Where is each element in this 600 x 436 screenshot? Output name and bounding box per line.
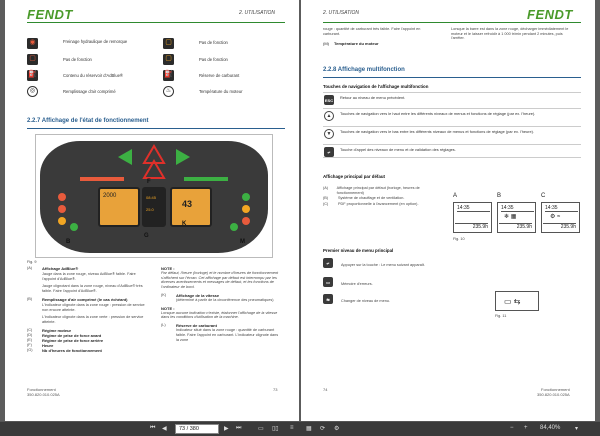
change-level-icon: ⇆: [323, 294, 333, 304]
blank-icon: ▢: [163, 54, 174, 65]
right-indicator-1-icon: [242, 193, 250, 201]
legend-item: (D) Régime de prise de force avant: [27, 332, 102, 338]
adblue-icon: ⛽: [27, 70, 38, 81]
menu-text: Mémoire d'erreurs.: [341, 282, 373, 286]
heading-rule: [27, 128, 285, 129]
prev-page-icon[interactable]: ◀: [162, 426, 167, 432]
right-turn-arrow-icon: [176, 149, 190, 165]
symbol-label: Pas de fonction: [199, 57, 228, 62]
heading-rule: [323, 77, 581, 78]
page-74: [301, 0, 595, 421]
symbol-label: Contenu du réservoir d'AdBlue®: [63, 73, 123, 78]
fendt-logo: FENDT: [27, 7, 73, 22]
right-screen: [170, 187, 212, 227]
error-memory-icon: ▭: [323, 277, 333, 287]
menu-screen-icons: ▭ ⇆: [504, 297, 521, 306]
page-footer: Fonctionnement 350.820.010.025A: [27, 387, 60, 398]
legend-item: (E) Régime de prise de force arrière: [27, 337, 104, 343]
page-number: 74: [323, 387, 328, 392]
page-73: [5, 0, 299, 421]
right-indicator-3-icon: [242, 217, 250, 225]
figure-caption: Fig. 11: [495, 314, 507, 318]
left-indicator-2-icon: [58, 205, 66, 213]
continued-text: rouge : quantité de carburant très faible. Faire l'appoint en carburant.: [323, 27, 421, 36]
air-pressure-icon: ◎: [27, 86, 38, 97]
callout-k: K: [182, 221, 187, 227]
two-page-icon[interactable]: ▯▯: [272, 426, 279, 432]
callout-f: F: [147, 179, 151, 185]
enter-icon: ↵: [324, 147, 334, 157]
fuel-icon: ⛽: [163, 70, 174, 81]
symbol-label: Pas de fonction: [199, 40, 228, 45]
blank-icon: ▢: [27, 54, 38, 65]
left-indicator-4-icon: [70, 223, 78, 231]
right-gauge-bar: [184, 177, 228, 181]
rotate-icon[interactable]: ⟳: [320, 426, 326, 432]
screen-c-title: C: [541, 193, 546, 199]
left-screen: [98, 187, 140, 227]
nav-row-enter: ↵ Touche d'appel des niveaux de menu et de validation des réglages.: [323, 144, 581, 158]
speed-value: 43: [182, 199, 193, 209]
page-number: 73: [273, 387, 278, 392]
figure-caption: Fig. 10: [453, 237, 465, 241]
legend-item: (C) Régime moteur: [27, 327, 72, 333]
scroll-icon[interactable]: ≡: [290, 425, 294, 431]
default-heading: Affichage principal par défaut: [323, 174, 385, 179]
left-indicator-3-icon: [58, 217, 66, 225]
legend-right: NOTE : Par défaut, l'heure (horloge) et le nombre d'heures de fonctionnement s'affichent sur l'écran. Cet affichage par défaut est interrompu par les diverses avertissements et messages de défaut, et les fonctions de l'ordinateur de bord. (K) Affichage de la vitesse (déterminé à partir de la circonférence des pneumatiques) NOTE : Lorsque aucune indication n'existe, étalonner l'affichage de la vitesse dans les conditions d'utilisation de la machine. (L) Réserve de carburant Indicateur situé dans la zone rouge : quantité de carburant faible. Faire l'appoint en carburant. L'indicateur clignote dans la zone: [161, 266, 281, 342]
zoom-out-icon[interactable]: −: [510, 425, 514, 431]
fendt-logo: FENDT: [527, 7, 573, 22]
screen-a: 14:35 235.9h: [453, 202, 492, 233]
header-rule: [323, 22, 581, 23]
screen-a-title: A: [453, 193, 458, 199]
legend-item: (A) Affichage AdBlue®: [27, 266, 79, 271]
time-value: 08:45: [146, 195, 157, 200]
pto-icon: ⚙ ≈: [550, 214, 561, 220]
fan-icon: ❄ ▦: [504, 214, 517, 220]
legend-item: (B) Remplissage d'air comprimé (le cas échéant): [27, 296, 128, 302]
esc-icon: ESC: [324, 95, 334, 105]
left-turn-arrow-icon: [118, 149, 132, 165]
temp-value: 25.0: [146, 207, 154, 212]
zoom-dropdown-icon[interactable]: ▾: [575, 426, 579, 432]
list-item: (C) PDF proportionnelle à l'avancement (en option).: [323, 202, 419, 207]
zoom-in-icon[interactable]: +: [524, 425, 528, 431]
dashboard-figure: [35, 134, 273, 258]
down-arrow-icon: ▼: [324, 129, 334, 139]
nav-row-up: ▲ Touches de navigation vers le haut entre les différents niveaux de menus et fonctions de réglage (par ex. l'heure).: [323, 108, 581, 122]
last-page-icon[interactable]: ⏭: [236, 425, 242, 431]
symbol-label: Réserve de carburant: [199, 73, 240, 78]
first-page-icon[interactable]: ⏮: [150, 425, 156, 431]
figure-caption: Fig. 9: [27, 260, 37, 264]
rpm-value: 2000: [103, 193, 117, 199]
default-list: [323, 186, 433, 207]
screen-b: 14:35 ❄ ▦ 235.9h: [497, 202, 536, 233]
left-gauge-bar: [80, 177, 124, 181]
menu-screen: [495, 291, 539, 311]
left-indicator-1-icon: [58, 193, 66, 201]
legend-left: (A) Affichage AdBlue® Jauge dans la zone rouge, niveau AdBlue® faible. Faire l'appoint d'AdBlue®. Jauge clignotant dans la zone rouge, niveau d'AdBlue® très faible. Faire l'appoint d'AdBlue®. (B) Remplissage d'air comprimé (le cas échéant) L'indicateur clignote dans la zone rouge : pression de service non encore atteinte. L'indicateur clignote dans la zone verte : pression de service atteinte. (C) Régime moteur (D) Régime de prise de force avant (E) Régime de prise de force arrière (F) Heure (G) Nb d'heures de fonctionnement: [27, 266, 147, 353]
nav-row-esc: ESC Retour au niveau de menu précédent.: [323, 92, 581, 106]
symbol-label: Remplissage d'air comprimé: [63, 89, 116, 94]
list-item: (A) Affichage principal par défaut (horloge, heures de fonctionnement): [323, 186, 420, 195]
section-label: 2. UTILISATION: [323, 10, 360, 16]
grid-icon[interactable]: ▦: [306, 426, 312, 432]
symbol-label: Pas de fonction: [63, 57, 92, 62]
blank-icon: ▢: [163, 38, 174, 49]
fit-page-icon[interactable]: ▭: [258, 426, 264, 432]
zoom-level[interactable]: 84,40%: [540, 425, 561, 431]
callout-b: B: [66, 239, 71, 245]
symbol-label: Freinage hydraulique de remorque: [63, 39, 128, 44]
nav-row-down: ▼ Touches de navigation vers le bas entre les différents niveaux de menus et fonctions de réglage (par ex. l'heure).: [323, 126, 581, 140]
trailer-brake-icon: ◉: [27, 38, 38, 49]
enter-icon: ↵: [323, 258, 333, 268]
header-rule: [27, 22, 285, 23]
up-arrow-icon: ▲: [324, 111, 334, 121]
dashboard-panel: [40, 141, 268, 253]
nav-heading: Touches de navigation de l'affichage multifonction: [323, 84, 429, 89]
legend-item: (L) Réserve de carburant: [161, 323, 217, 329]
legend-item: (G) Nb d'heures de fonctionnement: [27, 347, 102, 353]
section-heading: 2.2.7 Affichage de l'état de fonctionnement: [27, 118, 149, 124]
menu-text: Changer de niveau de menu.: [341, 299, 390, 303]
legend-item: (K) Affichage de la vitesse: [161, 292, 220, 298]
page-number-input[interactable]: 73 / 380: [175, 424, 219, 434]
screen-b-title: B: [497, 193, 502, 199]
symbol-label: Température du moteur: [199, 89, 243, 94]
callout-m: M: [240, 239, 245, 245]
legend-item: (M) Température du moteur: [323, 41, 379, 46]
right-indicator-4-icon: [230, 223, 238, 231]
menu-text: Appuyer sur la touche : Le menu suivant apparaît.: [341, 263, 426, 267]
settings-icon[interactable]: ⚙: [334, 426, 340, 432]
screen-c: 14:35 ⚙ ≈ 235.9h: [541, 202, 580, 233]
engine-temp-icon: ♨: [163, 86, 174, 97]
list-item: (B) Système de chauffage et de ventilation.: [323, 196, 405, 201]
engine-temp-note: Lorsque la barre est dans la zone rouge, décharger immédiatement le moteur et le laisser refroidir à 1 000 tr/min pendant 2 minutes, puis l'arrêter.: [451, 27, 569, 41]
legend-item: (F) Heure: [27, 342, 54, 348]
page-footer: Fonctionnement 350.820.010.025A: [537, 387, 570, 398]
section-label: 2. UTILISATION: [239, 10, 276, 16]
callout-g: G: [144, 233, 149, 239]
right-indicator-2-icon: [242, 205, 250, 213]
center-screen: [142, 187, 166, 227]
viewer-toolbar: [0, 421, 600, 436]
section-heading: 2.2.8 Affichage multifonction: [323, 67, 405, 73]
menu-heading: Premier niveau de menu principal: [323, 248, 394, 253]
next-page-icon[interactable]: ▶: [224, 426, 229, 432]
